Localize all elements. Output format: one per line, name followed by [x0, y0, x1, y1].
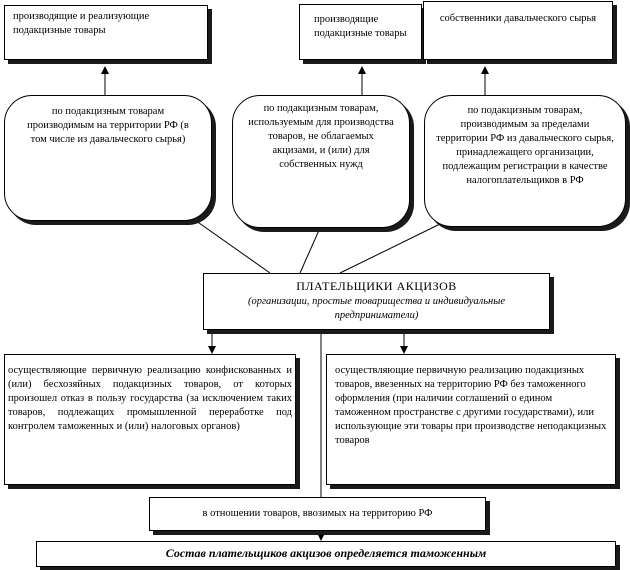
line-middle-oval-to-central	[300, 228, 320, 273]
oval-domestic-goods	[4, 95, 212, 221]
top-box-raw-owners-text: собственники давальческого сырья	[439, 13, 597, 24]
line-right-oval-to-central	[340, 224, 440, 273]
final-statement-box	[36, 541, 616, 567]
oval-foreign-raw-text: по подакцизным товарам, производимым за пределами территории РФ из давальческого сырья, принадлежащего организации, подлежащим регистрации в качестве налогоплательщиков в РФ	[436, 105, 614, 186]
top-box-producers-text: производящие подакцизные товары	[314, 14, 407, 39]
bottom-box-imported-goods	[326, 354, 616, 485]
oval-own-needs-text: по подакцизным товарам, используемым для производства товаров, не облагаемых акцизами, и (или) для собственных нужд	[248, 103, 394, 170]
central-box-excise-payers	[203, 273, 550, 330]
bottom-box-imported-goods-text: осуществляющие первичную реализацию подакцизных товаров, ввезенных на территорию РФ без таможенного оформления (при наличии соглашений о едином таможенном пространстве с другими государствами), или использующие эти товары при производстве неподакцизных товаров	[335, 365, 607, 446]
oval-own-needs	[232, 95, 410, 228]
central-title: ПЛАТЕЛЬЩИКИ АКЦИЗОВ	[296, 279, 457, 293]
top-box-producers-sellers-text: производящие и реализующие подакцизные товары	[13, 11, 150, 36]
central-subtitle: (организации, простые товарищества и индивидуальные предприниматели)	[247, 296, 506, 321]
top-box-producers-sellers	[4, 5, 208, 60]
import-goods-text: в отношении товаров, ввозимых на территорию РФ	[202, 508, 433, 519]
bottom-box-confiscated-goods-text: осуществляющие первичную реализацию конфискованных и (или) бесхозяйных подакцизных товаров, от которых произошел отказ в пользу государства (за исключением таких товаров, подлежащих промышленной переработке под контролем таможенных и (или) налоговых органов)	[8, 365, 292, 432]
import-goods-box	[149, 497, 486, 531]
oval-foreign-raw	[424, 95, 626, 227]
oval-domestic-goods-text: по подакцизным товарам производимым на территории РФ (в том числе из давальческого сырья)	[27, 106, 189, 145]
top-box-raw-owners	[423, 1, 613, 60]
bottom-box-confiscated-goods	[4, 354, 296, 485]
final-statement-text: Состав плательщиков акцизов определяется таможенным	[165, 546, 487, 560]
top-box-producers	[299, 4, 422, 60]
